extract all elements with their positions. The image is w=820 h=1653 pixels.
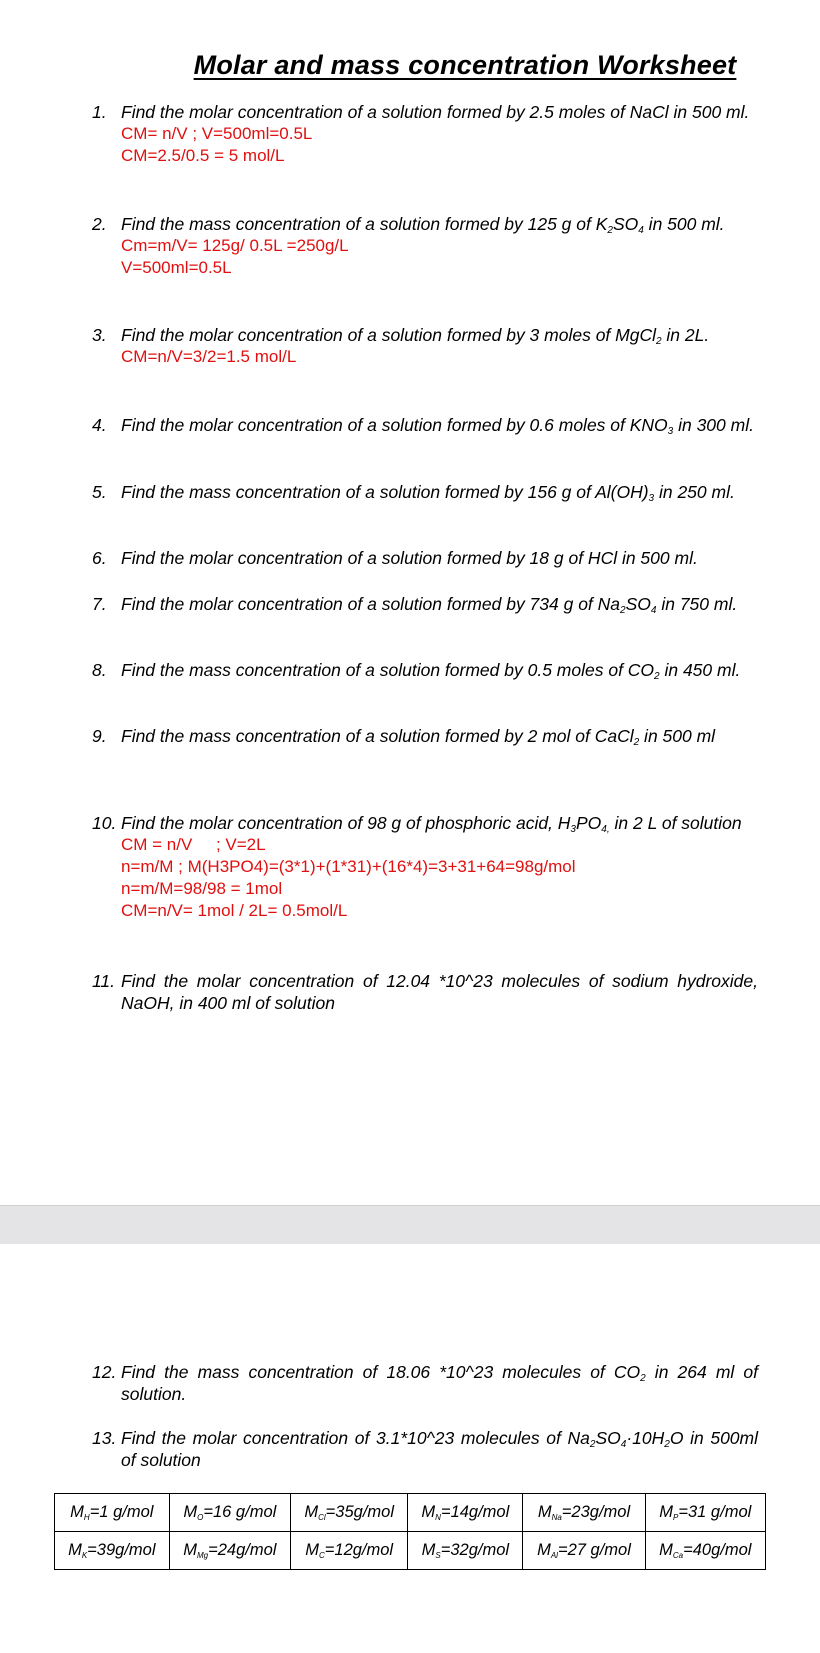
answer-line: CM=n/V=3/2=1.5 mol/L — [121, 347, 297, 366]
molar-mass-cell: $M_N=14g$/mol — [408, 1494, 523, 1532]
molar-mass-cell: $M_P=31$ g/mol — [645, 1494, 765, 1532]
molar-mass-cell: $M_{Na}=23g$/mol — [523, 1494, 645, 1532]
question-5: 5. Find the mass concentration of a solution formed by 156 g of $Al(OH)_3$ in 250 ml. — [92, 481, 758, 503]
question-1: 1. Find the molar concentration of a solution formed by 2.5 moles of NaCl in 500 ml. CM= n/V ; V=500ml=0.5L CM=2.5/0.5 = 5 mol/L — [92, 101, 758, 167]
molar-mass-cell: $M_O=16$ g/mol — [169, 1494, 290, 1532]
molar-mass-cell: $M_{Mg}=24g$/mol — [169, 1532, 290, 1570]
question-text: Find the mass concentration of a solution formed by 0.5 moles of $CO_2$ in 450 ml. — [121, 660, 741, 682]
molar-mass-cell: $M_{Al}=27$ g/mol — [523, 1532, 645, 1570]
worksheet-page-2 — [0, 1244, 820, 1653]
answer-line: CM=n/V= 1mol / 2L= 0.5mol/L — [121, 901, 348, 920]
answer-line: Cm=m/V= 125g/ 0.5L =250g/L — [121, 236, 349, 255]
question-8: 8. Find the mass concentration of a solution formed by 0.5 moles of $CO_2$ in 450 ml. — [92, 659, 758, 681]
answer-line: n=m/M ; M(H3PO4)=(3*1)+(1*31)+(16*4)=3+31+64=98g/mol — [121, 857, 576, 876]
question-text: Find the mass concentration of a solution formed by 2 mol of CaCl$_2$ in 500 ml — [121, 726, 716, 748]
molar-mass-cell: $M_S=32g$/mol — [408, 1532, 523, 1570]
question-6: 6. Find the molar concentration of a solution formed by 18 g of HCl in 500 ml. — [92, 547, 758, 569]
question-text: Find the mass concentration of 18.06 *10^23 molecules of $CO_2$ in 264 ml of solution. — [121, 1362, 758, 1404]
answer-line: n=m/M=98/98 = 1mol — [121, 879, 283, 898]
molar-mass-table — [54, 1493, 766, 1570]
question-text: Find the molar concentration of a solution formed by 18 g of HCl in 500 ml. — [121, 548, 698, 568]
molar-mass-cell: $M_{Ca}=40g$/mol — [645, 1532, 765, 1570]
question-7: 7. Find the molar concentration of a solution formed by 734 g of $Na_2SO_4$ in 750 ml. — [92, 593, 758, 615]
question-text: Find the molar concentration of a solution formed by 734 g of $Na_2SO_4$ in 750 ml. — [121, 594, 738, 616]
question-10: 10. Find the molar concentration of 98 g of phosphoric acid, $H_3PO_{4,}$ in 2 L of solution CM = n/V ; V=2L n=m/M ; M(H3PO4)=(3*1)+(1*31)+(16*4)=3+31+64=98g/mol n=m/M=98/98 = 1mol CM=n/V= 1mol / 2L= 0.5mol/L — [92, 812, 758, 922]
question-9: 9. Find the mass concentration of a solution formed by 2 mol of CaCl$_2$ in 500 ml — [92, 725, 758, 747]
molar-mass-cell: $M_{Cl}=35g$/mol — [291, 1494, 408, 1532]
answer-line: CM=2.5/0.5 = 5 mol/L — [121, 146, 285, 165]
table-row — [55, 1494, 766, 1532]
worksheet-title: Molar and mass concentration Worksheet — [193, 50, 737, 80]
question-3: 3. Find the molar concentration of a solution formed by 3 moles of MgCl$_2$ in 2L. CM=n/V=3/2=1.5 mol/L — [92, 324, 758, 368]
question-text: Find the molar concentration of a solution formed by 0.6 moles of $KNO_3$ in 300 ml. — [121, 415, 754, 437]
table-row — [55, 1532, 766, 1570]
answer-line: V=500ml=0.5L — [121, 258, 232, 277]
question-13: 13. Find the molar concentration of 3.1*10^23 molecules of $Na_2SO_4\cdot 10H_2O$ in 500ml of solution — [92, 1428, 758, 1470]
molar-mass-cell: $M_C=12g$/mol — [291, 1532, 408, 1570]
question-12: 12. Find the mass concentration of 18.06 *10^23 molecules of $CO_2$ in 264 ml of solution. — [92, 1362, 758, 1404]
question-text: Find the molar concentration of 98 g of phosphoric acid, $H_3PO_{4,}$ in 2 L of solution — [121, 813, 742, 835]
molar-mass-cell: $M_H=1$ g/mol — [55, 1494, 170, 1532]
question-4: 4. Find the molar concentration of a solution formed by 0.6 moles of $KNO_3$ in 300 ml. — [92, 414, 758, 436]
question-11: 11. Find the molar concentration of 12.04 *10^23 molecules of sodium hydroxide, NaOH, in 400 ml of solution — [92, 971, 758, 1013]
page-separator — [0, 1205, 820, 1245]
question-2: 2. Find the mass concentration of a solution formed by 125 g of $K_2SO_4$ in 500 ml. Cm=m/V= 125g/ 0.5L =250g/L V=500ml=0.5L — [92, 213, 758, 279]
question-text: Find the molar concentration of 12.04 *10^23 molecules of sodium hydroxide, NaOH, in 400 ml of solution — [121, 971, 758, 1013]
question-text: Find the molar concentration of a solution formed by 2.5 moles of NaCl in 500 ml. — [121, 102, 750, 122]
answer-line: CM = n/V ; V=2L — [121, 835, 266, 854]
question-text: Find the mass concentration of a solution formed by 156 g of $Al(OH)_3$ in 250 ml. — [121, 482, 735, 504]
question-text: Find the molar concentration of a solution formed by 3 moles of MgCl$_2$ in 2L. — [121, 325, 710, 347]
answer-line: CM= n/V ; V=500ml=0.5L — [121, 124, 313, 143]
question-text: Find the mass concentration of a solution formed by 125 g of $K_2SO_4$ in 500 ml. — [121, 214, 725, 236]
molar-mass-cell: $M_K=39g$/mol — [55, 1532, 170, 1570]
question-text: Find the molar concentration of 3.1*10^23 molecules of $Na_2SO_4\cdot 10H_2O$ in 500ml of solution — [121, 1428, 758, 1470]
